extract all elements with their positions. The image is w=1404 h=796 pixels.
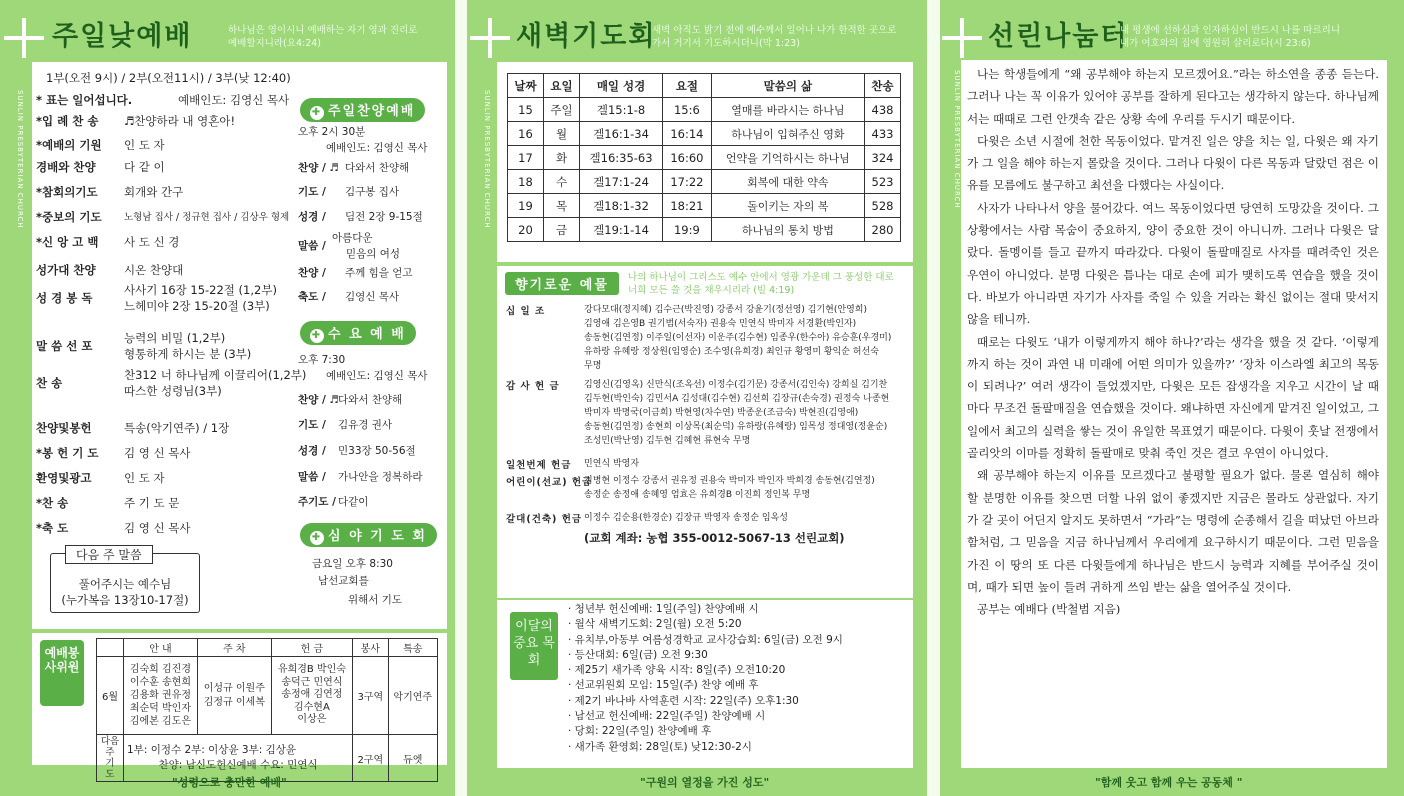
- bible-col-header: 요절: [663, 74, 712, 98]
- order-label: *입 례 찬 송: [36, 114, 99, 128]
- gift-label: 감 사 헌 금: [506, 381, 560, 392]
- bible-cell: 월: [544, 122, 580, 146]
- bible-cell: 17:22: [663, 170, 712, 194]
- item-value: 김영신 목사: [345, 291, 400, 303]
- bible-cell: 겔17:1-24: [580, 170, 663, 194]
- bible-cell: 15: [508, 98, 544, 122]
- order-label: *중보의 기도: [36, 210, 102, 224]
- item-value: 다와서 찬양해: [338, 394, 403, 406]
- item-value: 딤전 2장 9-15절: [345, 211, 423, 223]
- order-value: 다 같 이: [124, 160, 165, 174]
- bible-cell: 회복에 대한 약속: [711, 170, 864, 194]
- order-value-2: 따스한 성령님(3부): [124, 384, 222, 398]
- volunteer-label: 예배봉사위원: [40, 640, 84, 706]
- gift-label: 일천번제 헌금: [506, 460, 572, 471]
- event-item: · 제2기 바나바 사역훈련 시작: 22일(주) 오후1:30: [568, 694, 799, 707]
- item-value: 민33장 50-56절: [338, 445, 416, 457]
- bible-reading-table: [507, 73, 901, 242]
- bible-col-header: 말씀의 삶: [711, 74, 864, 98]
- cross-circle-icon: ✚: [311, 330, 323, 341]
- item-label: 축도 /: [298, 291, 326, 303]
- col-offering: 헌 금: [271, 639, 352, 657]
- item-value-2: 믿음의 여성: [346, 248, 401, 260]
- item-label: 성경 /: [298, 445, 326, 457]
- bible-cell: 열매를 바라시는 하나님: [711, 98, 864, 122]
- order-label: *신 앙 고 백: [36, 235, 99, 249]
- bible-cell: 523: [864, 170, 900, 194]
- event-item: · 새가족 환영회: 28일(토) 낮12:30-2시: [568, 740, 752, 753]
- bible-row: [508, 122, 901, 146]
- event-item: · 남선교 헌신예배: 22일(주일) 찬양예배 시: [568, 710, 766, 723]
- order-label: 찬 송: [36, 376, 63, 390]
- cross-circle-icon: ✚: [311, 532, 323, 543]
- order-label: 성가대 찬양: [36, 263, 96, 277]
- footer-slogan: "함께 웃고 함께 우는 공동체 ": [1095, 776, 1243, 789]
- order-label: *축 도: [36, 521, 69, 535]
- order-value: 특송(악기연주) / 1장: [124, 421, 230, 435]
- essay-paragraph: 나는 학생들에게 “왜 공부해야 하는지 모르겠어요.”라는 하소연을 종종 듣는다. 그러나 나는 꼭 이유가 있어야 공부를 잘하게 된다고는 생각하지 않는다. 하나님께서는 때때로 그런 안갯속 같은 상황 속에 우리를 두시기 때문이다.: [967, 67, 1379, 126]
- bible-cell: 19: [508, 194, 544, 218]
- next-week-scripture: (누가복음 13장10-17절): [61, 593, 189, 607]
- bible-cell: 16:14: [663, 122, 712, 146]
- offering-verse: 나의 하나님이 그리스도 예수 안에서 영광 가운데 그 풍성한 대로 너희 모든 쓸 것을 채우시리라 (빌 4:19): [628, 272, 894, 296]
- events-list: [568, 602, 843, 755]
- bible-cell: 20: [508, 218, 544, 242]
- order-label: 성 경 봉 독: [36, 291, 93, 305]
- page-title: 새벽기도회: [516, 21, 657, 52]
- order-label: *찬 송: [36, 496, 69, 510]
- bible-cell: 언약을 기억하시는 하나님: [711, 146, 864, 170]
- bible-cell: 15:6: [663, 98, 712, 122]
- bible-col-header: 날짜: [508, 74, 544, 98]
- gift-names: 김병현 이정수 강종서 권유정 권용숙 박미자 박인자 박희경 송동현(김연정) 송정순 송정애 송혜영 엄효은 유희경B 이진희 정인복 무명: [584, 476, 875, 500]
- footer-slogan: "성령으로 충만한 예배": [172, 776, 287, 789]
- bulletin-page: 주일낮예배 하나님은 영이시니 예배하는 자기 영과 진리로 예배할지니라(요4:24) SUNLIN PRESBYTERIAN CHURCH 1부(오전 9시) / 2부(오전11시) / 3부(낮 12:40) * 표는 일어섭니다. 예배인도: 김영신 목사 *입 례 찬 송 ♬찬양하라 내 영혼아! *예배의 기원 인 도 자 경배와 찬양 다 같 이 *참회의기도 회개와 간구 *중보의 기도 노형남 집사 / 정규현 집사 / 김상우 형제 *신 앙 고 백 사 도 신 경 성가대 찬양 시온 찬양대 성 경 봉 독 사사기 16장 15-22절 (1,2부) 느헤미야 2장 15-20절 (3부) 말 씀 선 포 능력의 비밀 (1,2부) 형통하게 하시는 분 (3부) 찬 송 찬312 너 하나님께 이끌리어(1,2부) 따스한 성령님(3부) 찬양및봉헌 특송(악기연주) / 1장 *봉 헌 기 도 김 영 신 목사 환영및광고 인 도 자 *찬 송 주 기 도 문 *축 도 김 영 신 목사 다음 주 말씀 풀어주시는 예수님 (누가복음 13장10-17절) ✚ 주일찬양예배 오후 2시 30분 예배인도: 김영신 목사 찬양 / ♬ 다와서 찬양해 기도 / 김구봉 집사 성경 / 딤전 2장 9-15절 말씀 / 아름다운 믿음의 여성 찬양 / 주께 힘을 얻고 축도 / 김영신 목사 ✚ 수 요 예 배 오후 7:30 예배인도: 김영신 목사 찬양 / ♬ 다와서 찬양해 기도 / 김유경 권사 성경 / 민33장 50-56절 말씀 / 가나안을 정복하라 주기도 / 다같이 ✚ 심 야 기 도 회 금요일 오후 8:30 남선교회를 위해서 기도 예배봉사위원 안 내 주 차 헌 금 봉사 특송 6월 김숙희 김진경 이수훈 송현희 김용화 권유정 최순덕 박인자 김에본 김도은 이성규 이원주 김정규 이세복 유희경B 박인숙 송덕근 민연식 송정애 김연정 김수현A 이상은 3구역 악기연주 다음주 기 도 1부: 이정수 2부: 이상윤 3부: 김상윤 찬양: 남신도헌신예배 수요: 민연식 2구역 듀엣 "성령으로 충만한 예배" 새벽기도회 새벽 아직도 밝기 전에 예수께서 일어나 나가 한적한 곳으로 가서 거기서 기도하시더니(막 1:23) SUNLIN PRESBYTERIAN CHURCH 날짜 요일 매일 성경 요절 말씀의 삶 찬송 15 주일 겔15:1-8 15:6 열매를 바라시는 하나님 438 16 월 겔16:1-34 16:14 하나님이 입혀주신 영화 433 17 화 겔16:35-63 16:60 언약을 기억하시는 하나님 324 18 수 겔17:1-24 17:22 회복에 대한 약속 523 19 목 겔18:1-32 18:21 돌이키는 자의 복 528 20 금 겔19:1-14 19:9 하나님의 통치 방법 280 향기로운 예물 나의 하나님이 그리스도 예수 안에서 영광 가운데 그 풍성한 대로 너희 모든 쓸 것을 채우시리라 (빌 4:19) 십 일 조 강다모대(정지혜) 김수근(박진영) 강종서 강윤기(정선영) 김기현(안영희) 김영애 김은영B 권기범(서숙자) 권용숙 민연식 박미자 서경환(박인자) 송동현(김연정) 이주일(이선자) 이운주(김수현) 임종우(한수아) 유승훈(우경미) 유하랑 유혜랑 정상원(임영순) 조수영(유희경) 최인규 황영미 황익순 허선숙 무명 감 사 헌 금 김영신(김영옥) 신만식(조옥선) 이정수(김기문) 강종서(김인숙) 강희실 김기찬 김두현(박인숙) 김민서A 김성대(김수현) 김선희 김장규(손숙경) 권정숙 나종현 박미자 박명국(이금희) 박현영(차수연) 박종운(조금숙) 박현진(김영애) 송동현(김연정) 송현희 이상목(최순덕) 유하랑(유혜랑) 임목성 정대영(정윤순) 조성민(박난영) 김두현 김혜현 류현숙 무명 일천번제 헌금 민연식 박영자 어린이(선교) 헌금 김병현 이정수 강종서 권유정 권용숙 박미자 박인자 박희경 송동현(김연정) 송정순 송정애 송혜영 엄효은 유희경B 이진희 정인복 무명 갈대(건축) 헌금 이정수 김순용(한경순) 김장규 박영자 송정순 임옥성 (교회 계좌: 농협 355-0012-5067-13 선린교회) 이달의 중요 목회 · 청년부 헌신예배: 1일(주일) 찬양예배 시 · 월삭 새벽기도회: 2일(월) 오전 5:20 · 유치부,아동부 여름성경학교 교사강습회: 6일(금) 오전 9시 · 등산대회: 6일(금) 오전 9:30 · 제25기 새가족 양육 시작: 8일(주) 오전10:20 · 선교위원회 모임: 15일(주) 찬양 예배 후 · 제2기 바나바 사역훈련 시작: 22일(주) 오후1:30 · 남선교 헌신예배: 22일(주일) 찬양예배 시 · 당회: 22일(주일) 찬양예배 후 · 새가족 환영회: 28일(토) 낮12:30-2시 "구원의 열정을 가진 성도" 선린나눔터 내 평생에 선하심과 인자하심이 반드시 나를 따르리니 내가 여호와의 집에 영원히 살리로다(시 23:6) SUNLIN PRESBYTERIAN CHURCH 나는 학생들에게 “왜 공부해야 하는지 모르겠어요.”라는 하소연을 종종 듣는다. 그러나 나는 꼭 이유가 있어야 공부를 잘하게 된다고는 생각하지 않는다. 하나님께서는 때때로 그런 안갯속 같은 상황 속에 우리를 두시기 때문이다. 다윗은 소년 시절에 천한 목동이었다. 맡겨진 일은 양을 치는 일, 다윗은 왜 자기가 그 일을 해야 하는지 몰랐을 것이다. 그러나 다윗이 다른 목동과 달랐던 점은 이유를 모름에도 불구하고 최선을 다했다는 사실이다. 사자가 나타나서 양을 물어갔다. 여느 목동이었다면 당연히 도망갔을 것이다. 그 상황에서는 사람 목숨이 중요하지, 양이 중요한 것이 아니니까. 그러나 다윗은 달랐다. 돌멩이를 들고 끝까지 따라갔다. 다윗이 돌팔매질로 사자를 때려죽인 것은 우연이 아니었다. 분명 다윗은 틈나는 대로 손에 피가 맺히도록 연습을 했을 것이다. 바보가 아니라면 자기가 사자를 죽일 수 있을 거라는 확신 없이는 절대 맞서지 않을 테니까. 때로는 다윗도 ‘내가 이렇게까지 해야 하나?’라는 생각을 했을 것 같다. ‘이렇게까지 하는 것이 과연 내 미래에 어떤 의미가 있을까?’ ‘장차 이스라엘 최고의 목동이 되려나?’ 여러 생각이 들었겠지만, 다윗은 모든 잡생각을 지우고 시간이 날 때마다 무조건 돌팔매질을 연습했을 것이다. 왜냐하면 자신에게 맡겨진 일이었고, 그 일에서 최고의 실력을 쌓는 것이 유일한 목표였기 때문이다. 다윗이 훗날 전쟁에서 골리앗의 이마를 정확히 돌팔매로 맞춰 죽인 것은 결코 우연이 아니었다. 왜 공부해야 하는지 이유를 모르겠다고 불평할 필요가 없다. 물론 열심히 해야 할 분명한 이유를 찾으면 더할 나위 없이 좋겠지만 지금은 몰라도 상관없다. 자기가 갈 곳이 어딘지 알지도 못하면서 “가라”는 명령에 순종해서 길을 떠났던 아브라함처럼, 그 믿음을 지금 하나님께서 우리에게 요구하시기 때문이다. 그런 믿음을 가진 이 땅의 또 다른 다윗들에게 하나님은 반드시 능력과 지혜를 부어주실 것이며, 때가 되면 높이 들려 귀하게 쓰임 받는 삶을 열어주실 것이다. 공부는 예배다 (박철범 지음) "함께 웃고 함께 우는 공동체 ": [0, 0, 1404, 796]
- bible-cell: 433: [864, 122, 900, 146]
- order-value: 회개와 간구: [124, 185, 184, 199]
- essay-paragraph: 다윗은 소년 시절에 천한 목동이었다. 맡겨진 일은 양을 치는 일, 다윗은 왜 자기가 그 일을 해야 하는지 몰랐을 것이다. 그러나 다윗이 다른 목동과 달랐던 점은 이유를 모름에도 불구하고 최선을 다했다는 사실이다.: [967, 133, 1379, 193]
- bible-cell: 16:60: [663, 146, 712, 170]
- church-side-text: SUNLIN PRESBYTERIAN CHURCH: [16, 90, 24, 229]
- bible-row: [508, 98, 901, 122]
- event-item: · 등산대회: 6일(금) 오전 9:30: [568, 648, 708, 661]
- order-value: 사사기 16장 15-22절 (1,2부): [124, 283, 277, 297]
- bible-row: [508, 218, 901, 242]
- item-label: 기도 /: [298, 419, 326, 431]
- item-label: 말씀 /: [298, 240, 326, 252]
- bible-cell: 겔19:1-14: [580, 218, 663, 242]
- item-value: 김유경 권사: [338, 419, 393, 431]
- offering-badge: 향기로운 예물: [505, 272, 619, 295]
- cross-icon: [470, 18, 510, 58]
- bible-cell: 주일: [544, 98, 580, 122]
- order-label: *봉 헌 기 도: [36, 446, 99, 460]
- event-item: · 월삭 새벽기도회: 2일(월) 오전 5:20: [568, 618, 742, 631]
- item-value: 주께 힘을 얻고: [345, 267, 413, 279]
- item-value: 아름다운: [332, 232, 373, 244]
- item-value: 다같이: [338, 496, 369, 508]
- item-value: 가나안을 정복하라: [338, 471, 423, 483]
- bible-cell: 18:21: [663, 194, 712, 218]
- page-title: 선린나눔터: [988, 21, 1129, 52]
- essay-paragraph: 때로는 다윗도 ‘내가 이렇게까지 해야 하나?’라는 생각을 했을 것 같다. ‘이렇게까지 하는 것이 과연 내 미래에 어떤 의미가 있을까?’ ‘장차 이스라엘 최고의 목동이 되려나?’ 여러 생각이 들었겠지만, 다윗은 모든 잡생각을 지우고 시간이 날 때마다 무조건 돌팔매질을 연습했을 것이다. 왜냐하면 자신에게 맡겨진 일이었고, 그 일에서 최고의 실력을 쌓는 것이 유일한 목표였기 때문이다. 다윗이 훗날 전쟁에서 골리앗의 이마를 정확히 돌팔매로 맞춰 죽인 것은 결코 우연이 아니었다.: [967, 334, 1379, 461]
- bible-cell: 겔16:35-63: [580, 146, 663, 170]
- bible-row: [508, 194, 901, 218]
- next-week-box: [50, 548, 200, 613]
- order-label: *참회의기도: [36, 185, 98, 199]
- order-value: 예배인도: 김영신 목사: [178, 93, 290, 107]
- order-value: 시온 찬양대: [124, 263, 184, 277]
- gift-label: 어린이(선교) 헌금: [506, 477, 593, 488]
- church-side-text: SUNLIN PRESBYTERIAN CHURCH: [953, 70, 961, 209]
- item-label: 주기도 /: [298, 496, 336, 508]
- order-value-2: 느헤미야 2장 15-20절 (3부): [124, 299, 270, 313]
- order-label: *예배의 기원: [36, 138, 102, 152]
- praise-worship-badge: ✚ 주일찬양예배: [300, 98, 425, 122]
- footer-slogan: "구원의 열정을 가진 성도": [640, 776, 770, 789]
- order-value: 주 기 도 문: [124, 496, 180, 510]
- item-value: 다와서 찬양해: [345, 162, 410, 174]
- bible-cell: 돌이키는 자의 복: [711, 194, 864, 218]
- order-label: 환영및광고: [36, 471, 92, 485]
- events-label: 이달의 중요 목회: [510, 612, 558, 680]
- order-value-2: 형통하게 하시는 분 (3부): [124, 347, 252, 361]
- bible-cell: 17: [508, 146, 544, 170]
- bible-col-header: 요일: [544, 74, 580, 98]
- order-value: 김 영 신 목사: [124, 446, 191, 460]
- cross-circle-icon: ✚: [311, 107, 323, 118]
- order-label: 말 씀 선 포: [36, 339, 93, 353]
- order-value: ♬찬양하라 내 영혼아!: [124, 114, 236, 128]
- order-label: 찬양및봉헌: [36, 421, 92, 435]
- order-value: 노형남 집사 / 정규현 집사 / 김상우 형제: [124, 212, 290, 223]
- order-value: 찬312 너 하나님께 이끌리어(1,2부): [124, 368, 307, 382]
- order-value: 능력의 비밀 (1,2부): [124, 331, 226, 345]
- col-parking: 주 차: [197, 639, 271, 657]
- title-verse: 하나님은 영이시니 예배하는 자기 영과 진리로 예배할지니라(요4:24): [228, 25, 418, 49]
- bible-cell: 280: [864, 218, 900, 242]
- gift-names: 민연식 박영자: [584, 459, 640, 469]
- night-prayer-badge: ✚ 심 야 기 도 회: [300, 523, 437, 547]
- event-item: · 당회: 22일(주일) 찬양예배 후: [568, 725, 712, 738]
- cross-icon: [942, 18, 982, 58]
- order-value: 사 도 신 경: [124, 235, 180, 249]
- item-label: 말씀 /: [298, 471, 326, 483]
- order-label: 경배와 찬양: [36, 160, 96, 174]
- event-item: · 청년부 헌신예배: 1일(주일) 찬양예배 시: [568, 603, 759, 615]
- bible-col-header: 찬송: [864, 74, 900, 98]
- col-special: 특송: [388, 639, 438, 657]
- item-label: 찬양 / ♬: [298, 162, 339, 174]
- bible-cell: 겔18:1-32: [580, 194, 663, 218]
- col-service: 봉사: [353, 639, 388, 657]
- bible-cell: 18: [508, 170, 544, 194]
- order-label: * 표는 일어섭니다.: [36, 93, 133, 107]
- next-week-title: 다음 주 말씀: [65, 545, 153, 564]
- order-value: 인 도 자: [124, 471, 165, 485]
- event-item: · 선교위원회 모임: 15일(주) 찬양 예배 후: [568, 679, 759, 692]
- event-item: · 제25기 새가족 양육 시작: 8일(주) 오전10:20: [568, 664, 786, 677]
- cross-icon: [4, 18, 44, 58]
- essay-paragraph: 사자가 나타나서 양을 물어갔다. 여느 목동이었다면 당연히 도망갔을 것이다. 그 상황에서는 사람 목숨이 중요하지, 양이 중요한 것이 아니니까. 그러나 다윗은 달랐다. 돌멩이를 들고 끝까지 따라갔다. 다윗이 돌팔매질로 사자를 때려죽인 것은 우연이 아니었다. 분명 다윗은 틈나는 대로 손에 피가 맺히도록 연습을 했을 것이다. 바보가 아니라면 자기가 사자를 죽일 수 있을 거라는 확신 없이는 절대 맞서지 않을 테니까.: [967, 200, 1379, 327]
- order-value: 김 영 신 목사: [124, 521, 191, 535]
- gift-names: 강다모대(정지혜) 김수근(박진영) 강종서 강윤기(정선영) 김기현(안영희) 김영애 김은영B 권기범(서숙자) 권용숙 민연식 박미자 서경환(박인자) 송동현(김연정) 이주일(이선자) 이운주(김수현) 임종우(한수아) 유승훈(우경미) 유하랑 유혜랑 정상원(임영순) 조수영(유희경) 최인규 황영미 황익순 허선숙 무명: [584, 305, 892, 371]
- bible-cell: 목: [544, 194, 580, 218]
- page-title: 주일낮예배: [52, 21, 193, 52]
- gift-names: 이정수 김순용(한경순) 김장규 박영자 송정순 임옥성: [584, 513, 788, 523]
- bible-col-header: 매일 성경: [580, 74, 663, 98]
- bible-cell: 16: [508, 122, 544, 146]
- bible-cell: 19:9: [663, 218, 712, 242]
- col-anne: 안 내: [124, 639, 198, 657]
- bible-cell: 438: [864, 98, 900, 122]
- essay-paragraph: 공부는 예배다 (박철범 지음): [977, 602, 1121, 617]
- bible-row: [508, 146, 901, 170]
- church-side-text: SUNLIN PRESBYTERIAN CHURCH: [483, 90, 491, 229]
- item-label: 찬양 / ♬: [298, 394, 339, 406]
- volunteer-table: 안 내 주 차 헌 금 봉사 특송 6월 김숙희 김진경 이수훈 송현희 김용화 권유정 최순덕 박인자 김에본 김도은 이성규 이원주 김정규 이세복 유희경B 박인숙 송덕근 민연식 송정애 김연정 김수현A 이상은 3구역 악기연주 다음주 기 도 1부: 이정수 2부: 이상윤 3부: 김상윤 찬양: 남신도헌신예배 수요: 민연식 2구역 듀엣: [96, 638, 438, 782]
- bible-cell: 528: [864, 194, 900, 218]
- bible-cell: 수: [544, 170, 580, 194]
- bible-cell: 324: [864, 146, 900, 170]
- service-times: 1부(오전 9시) / 2부(오전11시) / 3부(낮 12:40): [46, 71, 291, 85]
- gift-label: 갈대(건축) 헌금: [506, 514, 583, 525]
- bible-cell: 하나님이 입혀주신 영화: [711, 122, 864, 146]
- essay-paragraph: 왜 공부해야 하는지 이유를 모르겠다고 불평할 필요가 없다. 물론 열심히 해야 할 분명한 이유를 찾으면 더할 나위 없이 좋겠지만 지금은 몰라도 상관없다. 자기가 갈 곳이 어딘지 알지도 못하면서 “가라”는 명령에 순종해서 길을 떠났던 아브라함처럼, 그 믿음을 지금 하나님께서 우리에게 요구하시기 때문이다. 그런 믿음을 가진 이 땅의 또 다른 다윗들에게 하나님은 반드시 능력과 지혜를 부어주실 것이며, 때가 되면 높이 들려 귀하게 쓰임 받는 삶을 열어주실 것이다.: [967, 468, 1379, 594]
- wednesday-worship-badge: ✚ 수 요 예 배: [300, 321, 416, 345]
- bible-row: [508, 170, 901, 194]
- bible-cell: 겔15:1-8: [580, 98, 663, 122]
- bible-cell: 화: [544, 146, 580, 170]
- title-verse: 새벽 아직도 밝기 전에 예수께서 일어나 나가 한적한 곳으로 가서 거기서 기도하시더니(막 1:23): [652, 25, 897, 49]
- bible-cell: 금: [544, 218, 580, 242]
- next-week-sermon: 풀어주시는 예수님: [78, 577, 172, 591]
- essay-text: [967, 63, 1379, 620]
- bible-cell: 하나님의 통치 방법: [711, 218, 864, 242]
- bank-account: (교회 계좌: 농협 355-0012-5067-13 선린교회): [584, 531, 845, 545]
- title-verse: 내 평생에 선하심과 인자하심이 반드시 나를 따르리니 내가 여호와의 집에 영원히 살리로다(시 23:6): [1120, 25, 1341, 49]
- event-item: · 유치부,아동부 여름성경학교 교사강습회: 6일(금) 오전 9시: [568, 633, 843, 646]
- gift-label: 십 일 조: [506, 306, 546, 317]
- item-label: 성경 /: [298, 211, 326, 223]
- item-label: 찬양 /: [298, 267, 326, 279]
- item-label: 기도 /: [298, 186, 326, 198]
- bible-cell: 겔16:1-34: [580, 122, 663, 146]
- order-value: 인 도 자: [124, 138, 165, 152]
- item-value: 김구봉 집사: [345, 186, 400, 198]
- gift-names: 김영신(김영옥) 신만식(조옥선) 이정수(김기문) 강종서(김인숙) 강희실 김기찬 김두현(박인숙) 김민서A 김성대(김수현) 김선희 김장규(손숙경) 권정숙 나종현 박미자 박명국(이금희) 박현영(차수연) 박종운(조금숙) 박현진(김영애) 송동현(김연정) 송현희 이상목(최순덕) 유하랑(유혜랑) 임목성 정대영(정윤순) 조성민(박난영) 김두현 김혜현 류현숙 무명: [584, 380, 890, 446]
